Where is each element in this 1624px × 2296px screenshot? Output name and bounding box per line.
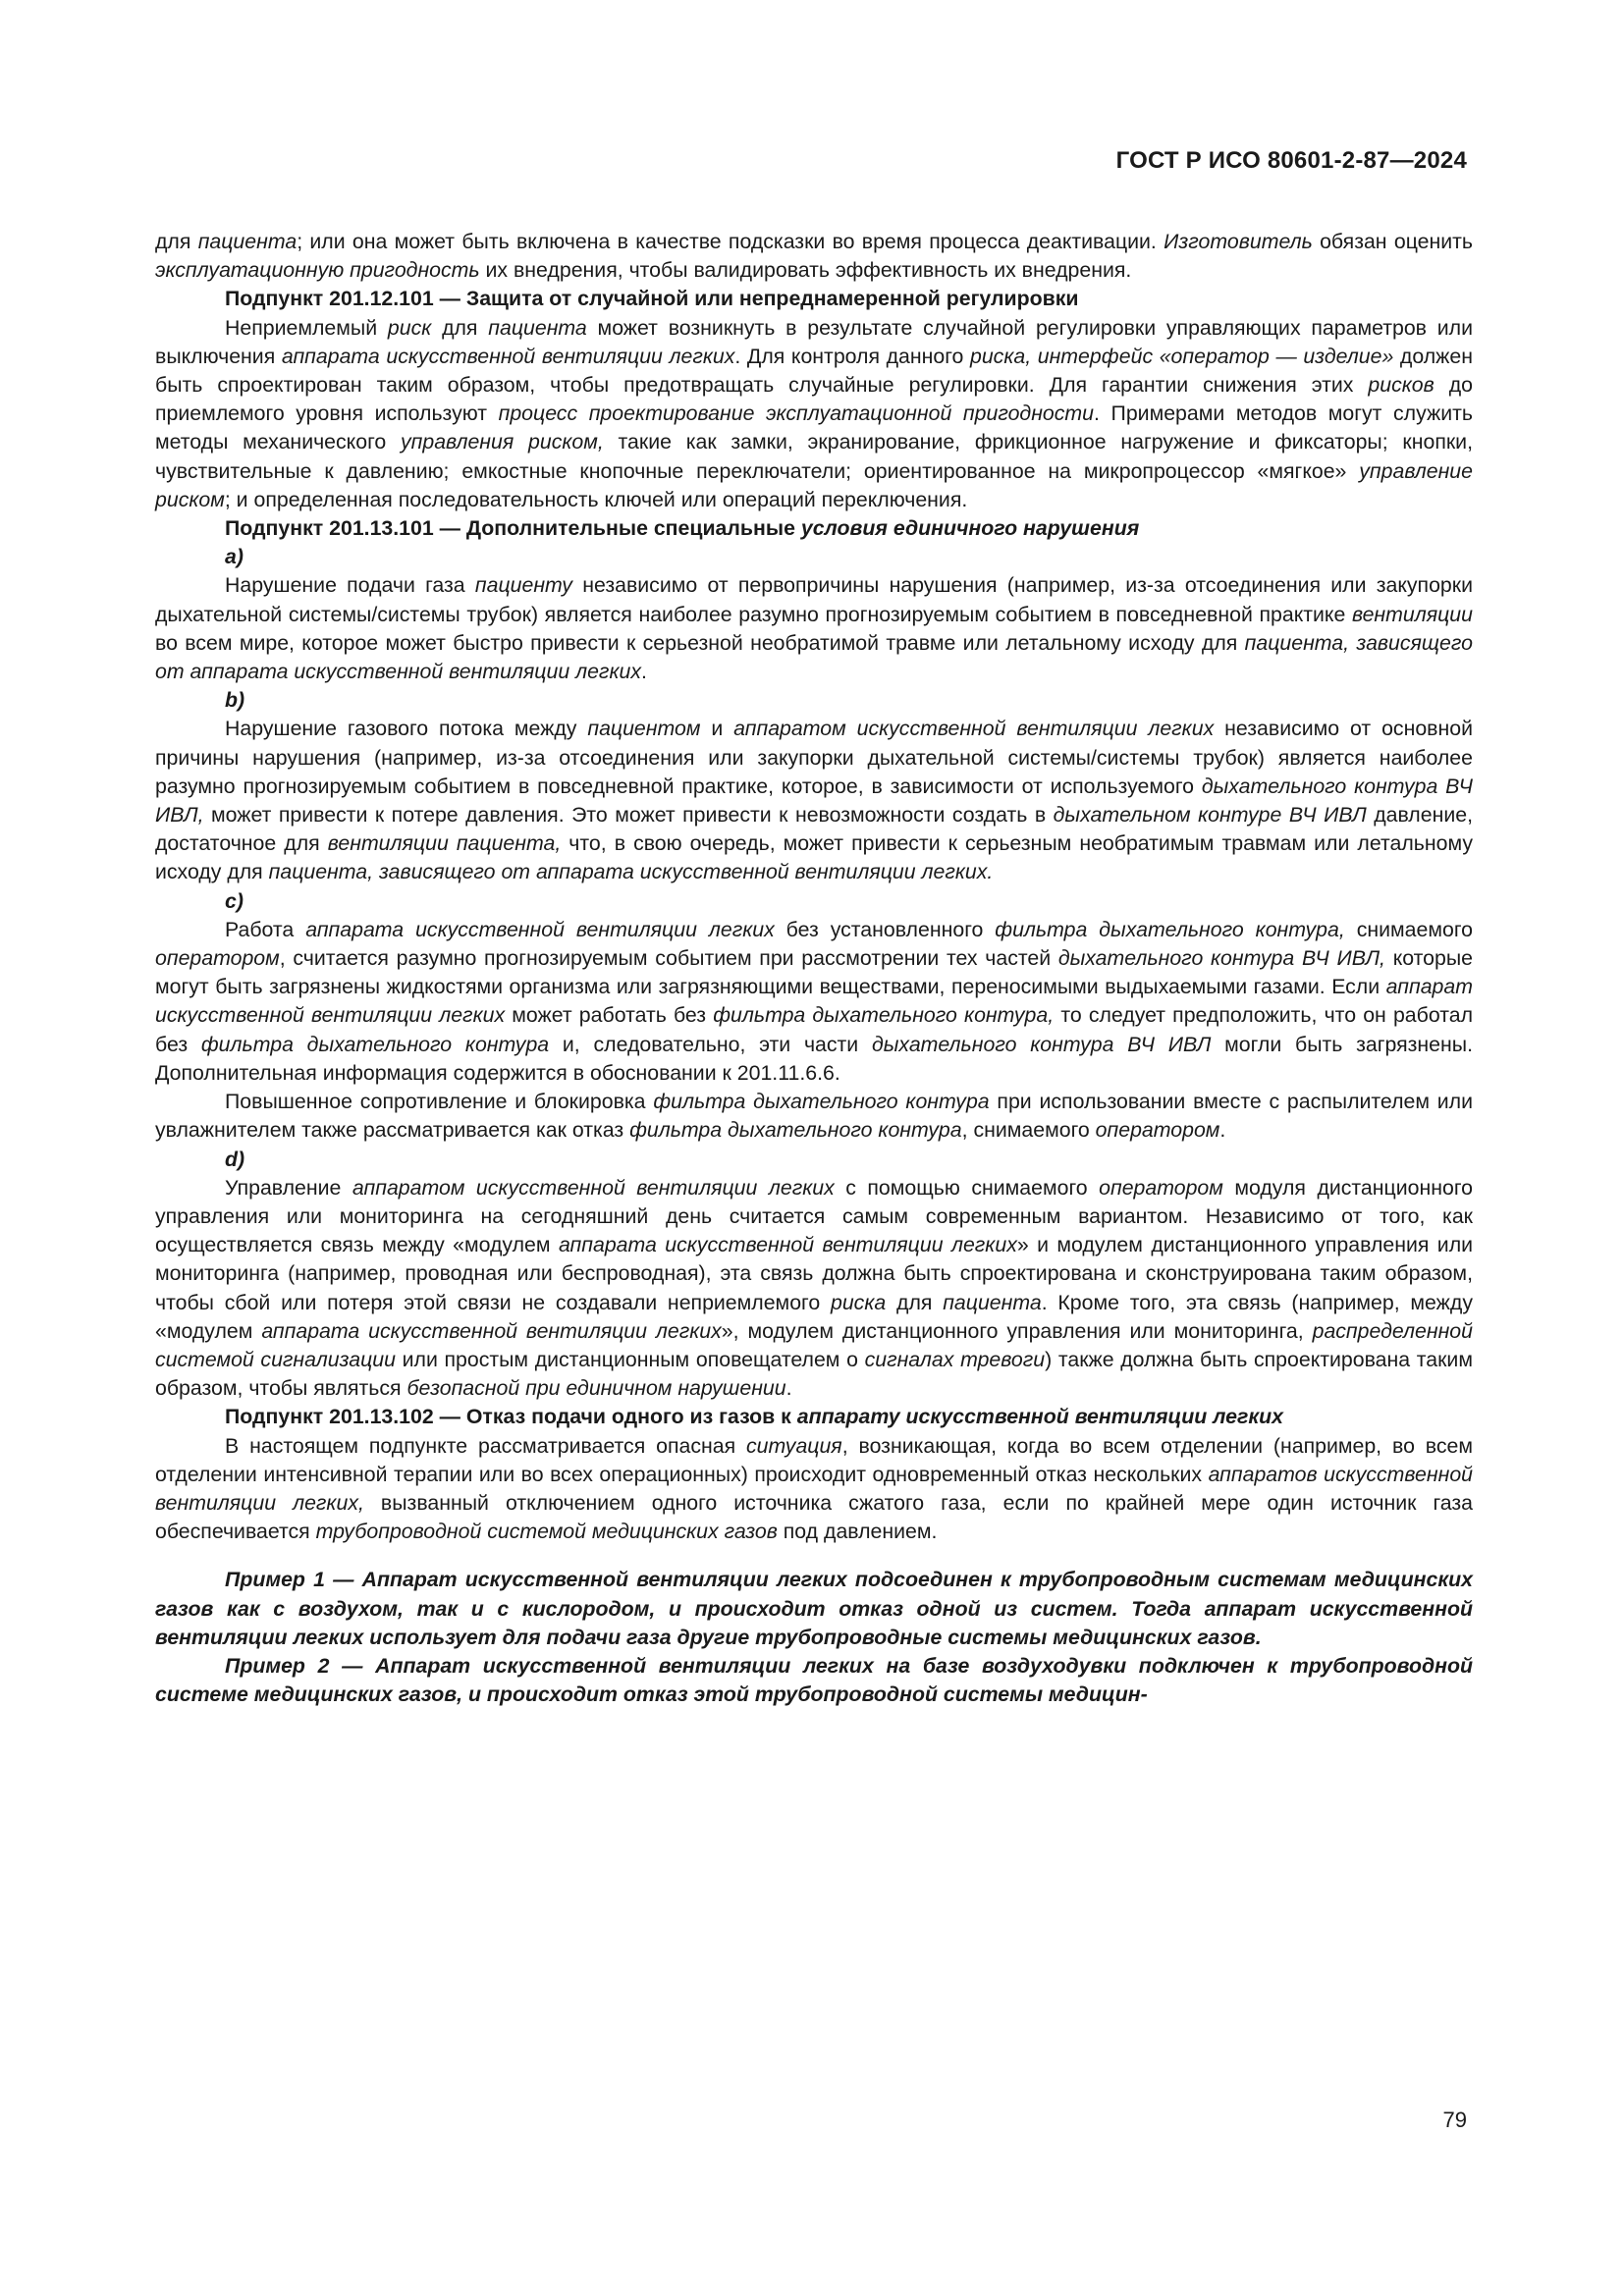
italic-term: ситуация: [746, 1433, 842, 1458]
text-run: , считается разумно прогнозируемым событием при рассмотрении тех частей: [279, 946, 1058, 971]
text-run: для: [155, 230, 198, 253]
text-run: Управление: [225, 1175, 352, 1200]
text-run: », модулем дистанционного управления или мониторинга,: [721, 1318, 1313, 1343]
text-run: Подпункт 201.13.102 — Отказ подачи одного из газов к: [225, 1405, 797, 1429]
text-run: Повышенное сопротивление и блокировка: [225, 1090, 654, 1114]
item-label: [155, 686, 1473, 715]
italic-term: пациента, зависящего от аппарата искусственной вентиляции легких.: [268, 860, 994, 884]
text-run: давление, достаточное для: [155, 803, 1474, 856]
italic-term: управления риском,: [400, 430, 604, 454]
italic-term: трубопроводной системой медицинских газов: [315, 1520, 778, 1544]
text-run: » и модулем дистанционного управления или мониторинга (например, проводная или беспроводная), эта связь должна быть спроектирована и сконструирована таким образом, чтобы сбой или потеря этой связи не создавали неприемлемого: [155, 1233, 1474, 1314]
italic-term: фильтра дыхательного контура: [200, 1032, 550, 1056]
subclause-heading: [155, 514, 1473, 543]
paragraph: [155, 715, 1473, 886]
italic-term: процесс проектирование эксплуатационной пригодности: [498, 401, 1094, 426]
paragraph: [155, 571, 1473, 686]
text-run: для: [886, 1290, 944, 1314]
italic-term: фильтра дыхательного контура,: [995, 917, 1345, 941]
italic-term: безопасной при единичном нарушении: [406, 1376, 786, 1401]
text-run: может работать без: [505, 1003, 714, 1028]
text-run: ; или она может быть включена в качестве подсказки во время процесса деактивации.: [297, 230, 1164, 253]
text-run: .: [1219, 1118, 1226, 1143]
text-run: b): [225, 688, 245, 713]
italic-term: пациенту: [474, 573, 572, 598]
text-run: под давлением.: [777, 1520, 938, 1544]
italic-term: пациента: [943, 1290, 1042, 1314]
italic-term: вентиляции: [1351, 602, 1473, 626]
page-number: 79: [1442, 2108, 1467, 2132]
text-run: во всем мире, которое может быстро привести к серьезной необратимой травме или летальному исходу для: [155, 630, 1245, 655]
text-run: может привести к потере давления. Это может привести к невозможности создать в: [203, 803, 1054, 828]
italic-term: аппаратом искусственной вентиляции легких: [352, 1175, 835, 1200]
text-run: и, следовательно, эти части: [549, 1032, 872, 1056]
text-run: снимаемого: [1344, 917, 1473, 941]
italic-term: оператором: [1095, 1118, 1220, 1143]
text-run: Нарушение газового потока между: [225, 717, 588, 741]
paragraph: [155, 314, 1473, 514]
italic-term: аппарата искусственной вентиляции легких: [281, 344, 735, 368]
italic-term: оператором: [155, 946, 280, 971]
text-run: Подпункт 201.12.101 — Защита от случайной или непреднамеренной регулировки: [225, 287, 1079, 311]
text-run: ) также должна быть спроектирована таким образом, чтобы являться: [155, 1347, 1473, 1401]
italic-term: дыхательного контура ВЧ ИВЛ,: [1057, 946, 1385, 971]
text-run: a): [225, 545, 244, 569]
example-note: [155, 1652, 1473, 1709]
italic-term: фильтра дыхательного контура: [629, 1118, 962, 1143]
item-label: [155, 1146, 1473, 1174]
text-run: .: [641, 660, 647, 684]
document-header: ГОСТ Р ИСО 80601-2-87—2024: [1115, 147, 1467, 174]
text-run: с помощью снимаемого: [834, 1175, 1100, 1200]
subclause-heading: [155, 285, 1473, 313]
italic-term: аппаратом искусственной вентиляции легких: [733, 717, 1215, 741]
italic-term: аппарат искусственной вентиляции легких: [155, 975, 1473, 1028]
text-run: без установленного: [774, 917, 996, 941]
text-run: . Кроме того, эта связь (например, между «модулем: [155, 1290, 1473, 1343]
text-run: такие как замки, экранирование, фрикционное нагружение и фиксаторы; кнопки, чувствительные к давлению; емкостные кнопочные переключатели; ориентированное на микропроцессор «мягкое»: [155, 430, 1473, 483]
italic-term: пациента: [488, 315, 587, 340]
text-run: В настоящем подпункте рассматривается опасная: [225, 1433, 747, 1458]
text-run: c): [225, 888, 244, 913]
text-run: Подпункт 201.13.101 — Дополнительные специальные: [225, 516, 801, 541]
italic-term: риск: [387, 315, 432, 340]
text-run: то следует предположить, что он работал без: [155, 1003, 1473, 1056]
paragraph: [155, 916, 1473, 1088]
italic-term: оператором: [1099, 1175, 1223, 1200]
italic-term: эксплуатационную пригодность: [155, 258, 480, 283]
paragraph: [155, 1174, 1473, 1404]
text-run: что, в свою очередь, может привести к серьезным необратимым травмам или летальному исходу для: [155, 831, 1473, 884]
text-run: .: [785, 1376, 792, 1401]
text-run: ; и определенная последовательность ключей или операций переключения.: [224, 487, 968, 511]
italic-term: пациента: [197, 230, 298, 253]
text-run: Пример 2 — Аппарат искусственной вентиляции легких на базе воздуходувки подключен к трубопроводной системе медицинских газов, и происходит отказ этой трубопроводной системы медицин-: [155, 1653, 1473, 1707]
text-run: Работа: [225, 917, 306, 941]
text-run: независимо от основной причины нарушения (например, из-за отсоединения или закупорки дыхательной системы/системы трубок) является наиболее разумно прогнозируемым событием в повседневной практике, которое, в зависимости от используемого: [155, 717, 1473, 798]
paragraph: [155, 228, 1473, 285]
text-run: для: [431, 315, 489, 340]
text-run: независимо от первопричины нарушения (например, из-за отсоединения или закупорки дыхательной системы/системы трубок) является наиболее разумно прогнозируемым событием в повседневной практике: [155, 573, 1473, 626]
text-run: , возникающая, когда во всем отделении (например, во всем отделении интенсивной терапии или во всех операционных) происходит одновременный отказ нескольких: [155, 1433, 1474, 1486]
text-run: Неприемлемый: [225, 315, 388, 340]
paragraph: [155, 1088, 1473, 1145]
italic-term: фильтра дыхательного контура,: [713, 1003, 1055, 1028]
italic-term: дыхательного контура ВЧ ИВЛ: [871, 1032, 1212, 1056]
italic-term: аппарата искусственной вентиляции легких: [558, 1233, 1017, 1257]
italic-term: Изготовитель: [1164, 230, 1313, 253]
italic-term: управление риском: [155, 458, 1473, 511]
item-label: [155, 887, 1473, 916]
italic-term: дыхательном контуре ВЧ ИВЛ: [1053, 803, 1367, 828]
text-run: , снимаемого: [961, 1118, 1096, 1143]
text-run: Пример 1 — Аппарат искусственной вентиляции легких подсоединен к трубопроводным системам медицинских газов как с воздухом, так и с кислородом, и происходит отказ одной из систем. Тогда аппарат искусственной вентиляции легких использует для подачи газа другие трубопроводные системы медицинских газов.: [155, 1568, 1473, 1649]
italic-term: сигналах тревоги: [864, 1347, 1046, 1371]
text-run: могли быть загрязнены. Дополнительная информация содержится в обосновании к 201.11.6.6.: [155, 1032, 1473, 1085]
text-run: и: [700, 717, 734, 741]
text-run: вызванный отключением одного источника сжатого газа, если по крайней мере один источник газа обеспечивается: [155, 1490, 1473, 1544]
italic-term: риска, интерфейс «оператор — изделие»: [969, 344, 1394, 368]
body-text: [155, 228, 1473, 1709]
italic-term: аппарата искусственной вентиляции легких: [305, 917, 775, 941]
example-note: [155, 1566, 1473, 1652]
subclause-heading: [155, 1403, 1473, 1431]
text-run: Нарушение подачи газа: [225, 573, 475, 598]
italic-term: аппаратов искусственной вентиляции легких,: [155, 1462, 1474, 1515]
italic-term: риска: [830, 1290, 887, 1314]
text-run: может возникнуть в результате случайной регулировки управляющих параметров или выключения: [155, 315, 1473, 368]
italic-term: аппарата искусственной вентиляции легких: [261, 1318, 722, 1343]
paragraph: [155, 1432, 1473, 1547]
item-label: [155, 543, 1473, 571]
italic-term: пациента, зависящего от аппарата искусственной вентиляции легких: [155, 630, 1473, 684]
text-run: или простым дистанционным оповещателем о: [395, 1347, 865, 1371]
italic-term: дыхательного контура ВЧ ИВЛ,: [155, 774, 1473, 828]
text-run: должен быть спроектирован таким образом, чтобы предотвращать случайные регулировки. Для гарантии снижения этих: [155, 344, 1473, 398]
italic-term: вентиляции пациента,: [327, 831, 562, 856]
italic-term: рисков: [1368, 373, 1435, 398]
italic-term: аппарату искусственной вентиляции легких: [796, 1405, 1284, 1429]
italic-term: фильтра дыхательного контура: [653, 1090, 990, 1114]
text-run: до приемлемого уровня используют: [155, 373, 1473, 426]
text-run: . Для контроля данного: [734, 344, 970, 368]
text-run: их внедрения, чтобы валидировать эффективность их внедрения.: [479, 258, 1132, 283]
text-run: обязан оценить: [1312, 230, 1474, 253]
text-run: при использовании вместе с распылителем или увлажнителем также рассматривается как отказ: [155, 1090, 1473, 1143]
text-run: модуля дистанционного управления или мониторинга на сегодняшний день считается самым современным вариантом. Независимо от того, как осуществляется связь между «модулем: [155, 1175, 1473, 1257]
text-run: . Примерами методов могут служить методы механического: [155, 401, 1473, 454]
italic-term: условия единичного нарушения: [800, 516, 1140, 541]
italic-term: распределенной системой сигнализации: [155, 1318, 1473, 1371]
text-run: d): [225, 1147, 245, 1171]
text-run: которые могут быть загрязнены жидкостями организма или загрязняющими веществами, переносимыми выдыхаемыми газами. Если: [155, 946, 1473, 999]
italic-term: пациентом: [587, 717, 701, 741]
